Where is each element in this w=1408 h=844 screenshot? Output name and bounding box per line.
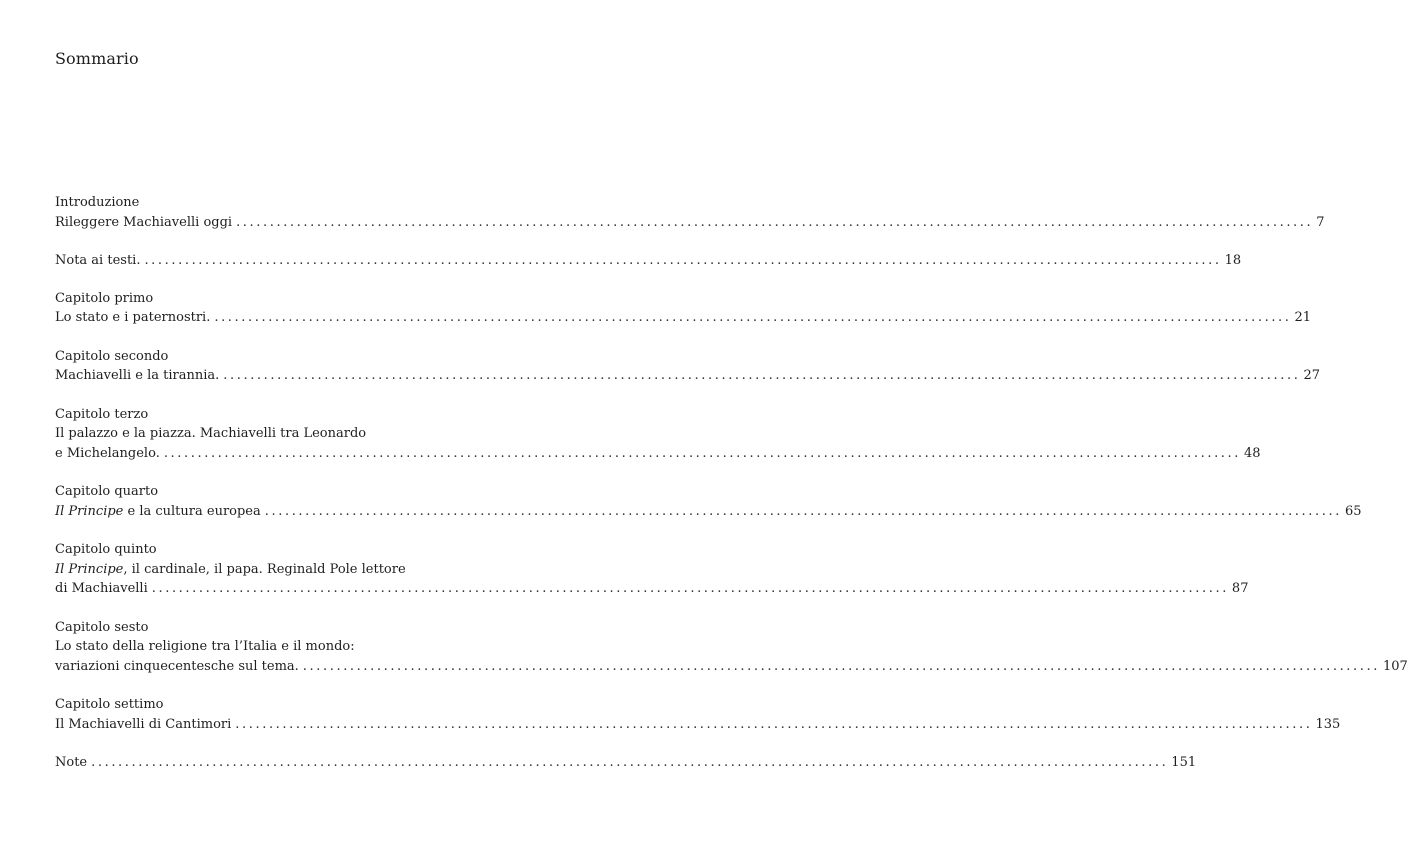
table-of-contents (55, 193, 1408, 791)
toc-entry-capitolo-quinto (55, 540, 1249, 599)
dot-leader: ................................................................................................................................................................ (302, 658, 1380, 674)
toc-entry-title: Machiavelli e la tirannia. (55, 368, 220, 383)
toc-heading: Capitolo terzo (55, 406, 149, 422)
toc-entry-capitolo-quarto (55, 482, 1362, 521)
toc-entry-note (55, 753, 1197, 773)
toc-entry-title-line (55, 560, 458, 580)
toc-page-number: 87 (1231, 581, 1249, 596)
toc-entry-capitolo-sesto (55, 618, 1408, 677)
dot-leader: ................................................................................................................................................................ (91, 755, 1169, 770)
toc-entry-title: Nota ai testi. (55, 253, 141, 268)
toc-page-number: 27 (1303, 368, 1320, 383)
toc-page-number: 107 (1382, 658, 1408, 674)
toc-entry-line[interactable] (55, 366, 1320, 386)
toc-page-number: 135 (1315, 716, 1341, 732)
toc-entry-line[interactable] (55, 308, 1312, 328)
toc-heading: Capitolo primo (55, 290, 154, 306)
toc-entry-capitolo-terzo (55, 405, 1261, 464)
toc-entry-title-rest: , il cardinale, il papa. Reginald Pole lettore (123, 561, 406, 577)
page-title: Sommario (55, 49, 139, 68)
toc-entry-title: Note (55, 755, 88, 770)
toc-page-number: 48 (1244, 445, 1261, 461)
toc-entry-title-line: Lo stato della religione tra l’Italia e il mondo: (55, 639, 355, 654)
toc-page-number: 7 (1316, 214, 1325, 230)
toc-entry-line[interactable] (55, 502, 1362, 522)
toc-entry-introduzione (55, 193, 1325, 232)
toc-entry-title: e Michelangelo. (55, 445, 160, 461)
toc-heading: Capitolo quarto (55, 484, 159, 499)
toc-entry-line[interactable] (55, 251, 1242, 271)
toc-page-number: 65 (1344, 503, 1362, 519)
toc-entry-title: di Machiavelli (55, 581, 148, 596)
toc-entry-line[interactable] (55, 657, 1408, 677)
toc-entry-title: Rileggere Machiavelli oggi (55, 214, 233, 230)
toc-page-number: 18 (1224, 253, 1242, 268)
toc-page-number: 151 (1171, 755, 1197, 770)
dot-leader: ................................................................................................................................................................ (151, 581, 1229, 596)
toc-entry-title-line: Il palazzo e la piazza. Machiavelli tra Leonardo (55, 426, 367, 441)
toc-entry-title: Lo stato e i paternostri. (55, 310, 211, 325)
dot-leader: ................................................................................................................................................................ (214, 310, 1292, 325)
toc-heading: Capitolo sesto (55, 619, 149, 635)
toc-entry-line[interactable] (55, 579, 1249, 599)
toc-entry-title-rest: e la cultura europea (123, 503, 261, 519)
toc-entry-capitolo-secondo (55, 347, 1320, 386)
toc-entry-line[interactable] (55, 213, 1325, 233)
toc-entry-line[interactable] (55, 753, 1197, 773)
toc-heading: Introduzione (55, 195, 140, 210)
toc-entry-title: Il Machiavelli di Cantimori (55, 716, 232, 732)
toc-entry-capitolo-primo (55, 289, 1312, 328)
toc-entry-title (55, 502, 261, 522)
dot-leader: ................................................................................................................................................................ (264, 503, 1342, 519)
toc-heading: Capitolo secondo (55, 348, 169, 364)
toc-entry-nota-ai-testi (55, 251, 1242, 271)
italic-book-title: Il Principe (55, 503, 124, 519)
toc-heading: Capitolo quinto (55, 542, 157, 557)
dot-leader: ................................................................................................................................................................ (144, 253, 1222, 268)
dot-leader: ................................................................................................................................................................ (236, 214, 1314, 230)
dot-leader: ................................................................................................................................................................ (223, 368, 1301, 383)
toc-heading: Capitolo settimo (55, 697, 164, 712)
toc-entry-line[interactable] (55, 444, 1261, 464)
toc-entry-line[interactable] (55, 715, 1341, 735)
toc-entry-capitolo-settimo (55, 695, 1341, 734)
toc-page-number: 21 (1294, 310, 1312, 325)
toc-entry-title: variazioni cinquecentesche sul tema. (55, 658, 299, 674)
italic-book-title: Il Principe (55, 561, 124, 577)
dot-leader: ................................................................................................................................................................ (163, 445, 1241, 461)
dot-leader: ................................................................................................................................................................ (235, 716, 1313, 732)
